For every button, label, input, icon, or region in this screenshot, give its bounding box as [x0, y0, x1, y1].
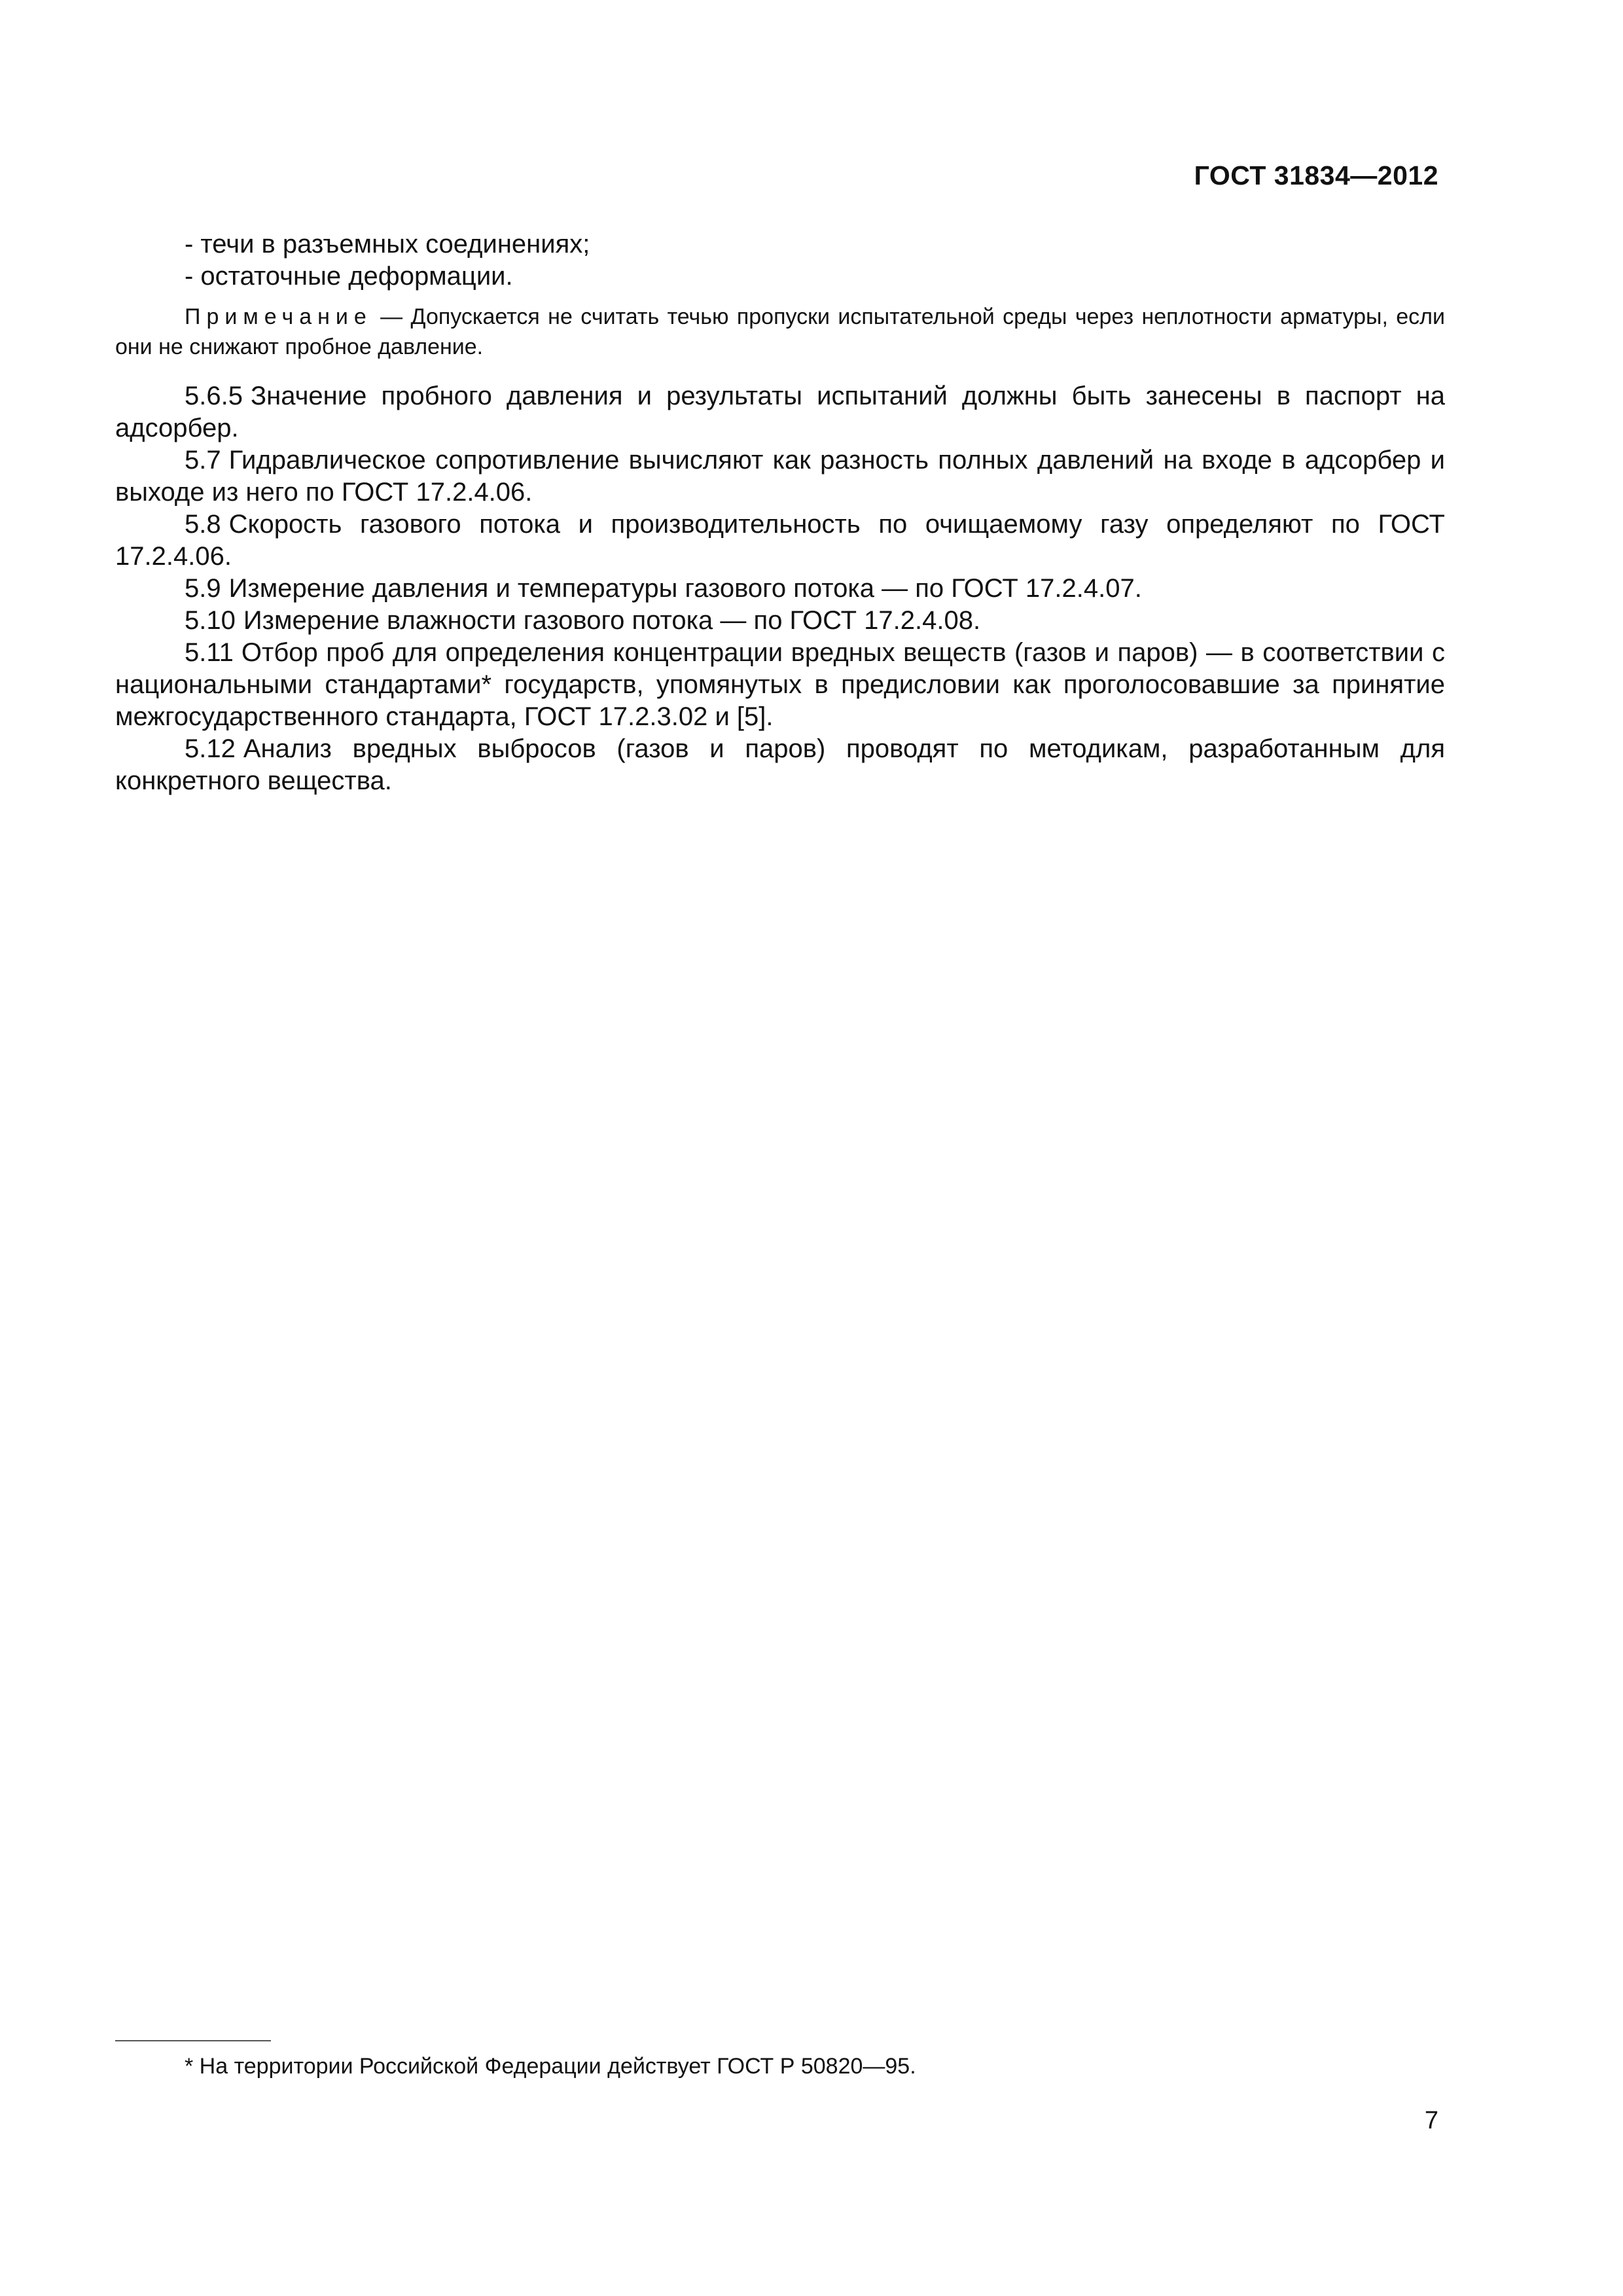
footnote-divider [115, 2040, 271, 2041]
paragraph-text: Гидравлическое сопротивление вычисляют как разность полных давлений на входе в адсорбер и выходе из него по ГОСТ 17.2.4.06. [115, 446, 1445, 507]
paragraph-5-9 [115, 573, 1445, 605]
page-number: 7 [1424, 2107, 1438, 2134]
paragraph-number: 5.9 [185, 574, 221, 603]
paragraph-text: Измерение давления и температуры газового потока — по ГОСТ 17.2.4.07. [228, 574, 1142, 603]
paragraph-5-10 [115, 605, 1445, 637]
paragraph-text: Скорость газового потока и производительность по очищаемому газу определяют по ГОСТ 17.2.4.06. [115, 510, 1445, 571]
list-item: - остаточные деформации. [185, 262, 513, 291]
footnote: * На территории Российской Федерации действует ГОСТ Р 50820—95. [185, 2054, 916, 2079]
list-item: - течи в разъемных соединениях; [185, 230, 590, 259]
page-header-standard: ГОСТ 31834—2012 [1194, 160, 1438, 190]
document-body [115, 228, 1445, 797]
paragraph-text: Анализ вредных выбросов (газов и паров) проводят по методикам, разработанным для конкретного вещества. [115, 734, 1445, 795]
note-label: Примечание [185, 304, 372, 329]
paragraph-number: 5.8 [185, 510, 221, 539]
paragraph-5-11 [115, 637, 1445, 733]
paragraph-number: 5.7 [185, 446, 221, 475]
paragraph-number: 5.6.5 [185, 382, 243, 410]
paragraph-5-6-5 [115, 380, 1445, 444]
paragraph-text: Отбор проб для определения концентрации вредных веществ (газов и паров) — в соответствии с национальными стандартами* государств, упомянутых в предисловии как проголосовавшие за принятие межгосударственного стандарта, ГОСТ 17.2.3.02 и [5]. [115, 638, 1445, 731]
paragraph-5-7 [115, 444, 1445, 509]
note-paragraph [115, 302, 1445, 362]
paragraph-number: 5.11 [185, 638, 234, 667]
paragraph-text: Значение пробного давления и результаты испытаний должны быть занесены в паспорт на адсорбер. [115, 382, 1445, 442]
paragraph-5-8 [115, 509, 1445, 573]
paragraph-text: Измерение влажности газового потока — по ГОСТ 17.2.4.08. [243, 606, 981, 635]
note-text: — Допускается не считать течью пропуски испытательной среды через неплотности арматуры, если они не снижают пробное давление. [115, 304, 1445, 359]
paragraph-5-12 [115, 733, 1445, 797]
paragraph-number: 5.10 [185, 606, 236, 635]
paragraph-number: 5.12 [185, 734, 236, 763]
